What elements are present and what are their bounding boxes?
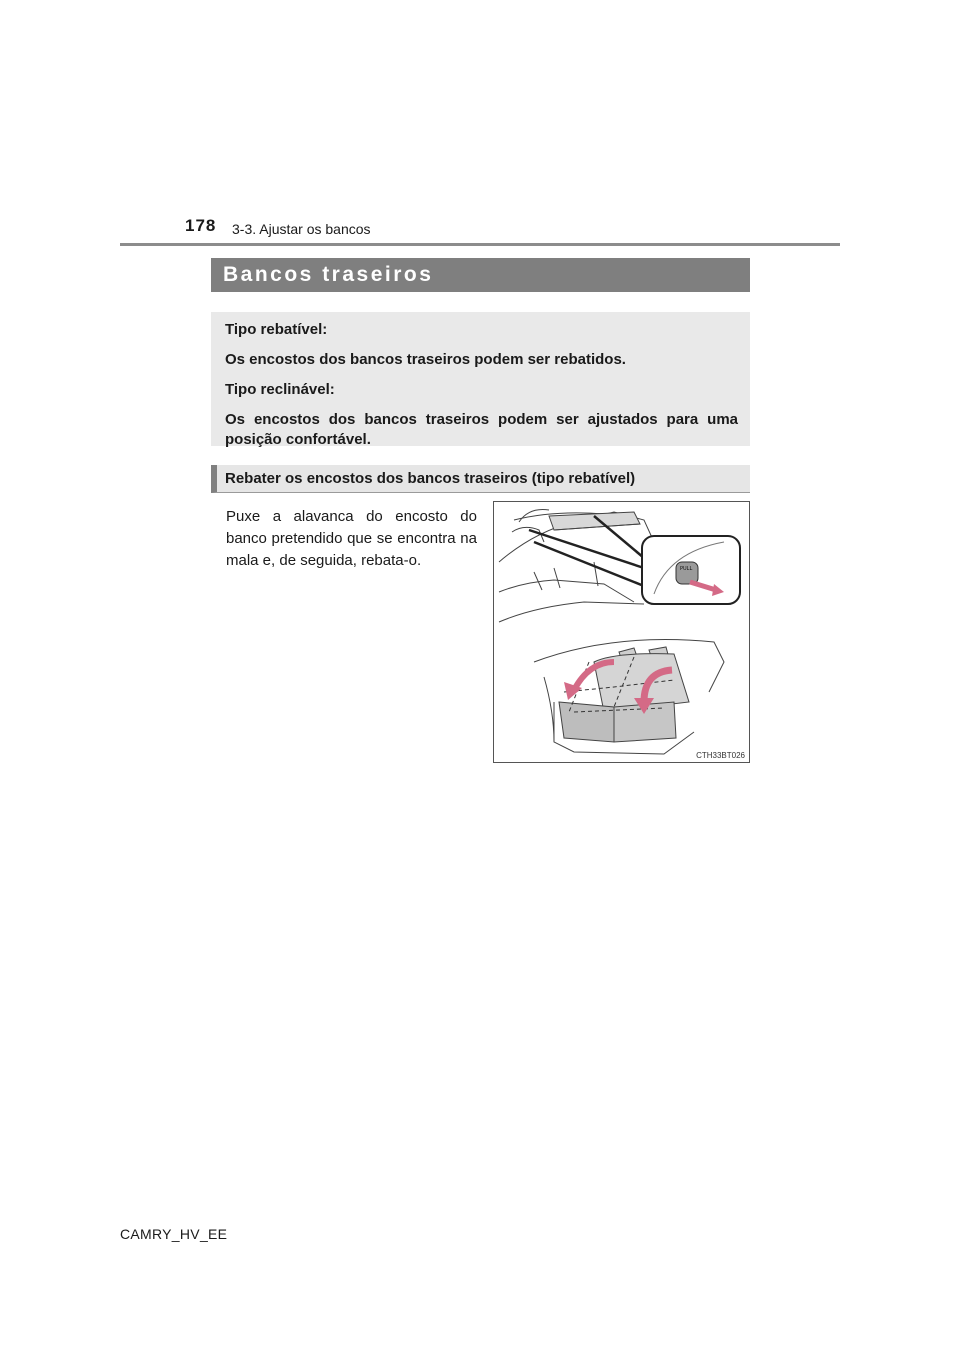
section-title: Bancos traseiros: [211, 258, 750, 292]
section-breadcrumb: 3-3. Ajustar os bancos: [232, 221, 371, 237]
instruction-text: Puxe a alavanca do encosto do banco pretendido que se encontra na mala e, de seguida, rebata-o.: [226, 508, 477, 569]
illustration-fold-rear-seats: [493, 501, 750, 763]
header-divider: [120, 243, 840, 246]
info-line-reclining-type: Tipo reclinável:: [225, 381, 335, 398]
subsection-title: Rebater os encostos dos bancos traseiros (tipo rebatível): [211, 465, 750, 493]
illustration-drawing: [494, 502, 749, 762]
info-line-reclining-desc: Os encostos dos bancos traseiros podem ser ajustados para uma posição confortável.: [225, 411, 738, 448]
lever-label: PULL: [680, 566, 693, 572]
footer-model-code: CAMRY_HV_EE: [120, 1226, 228, 1242]
figure-code: CTH33BT026: [696, 751, 745, 760]
info-line-foldable-desc: Os encostos dos bancos traseiros podem ser rebatidos.: [225, 351, 626, 368]
info-line-foldable-type: Tipo rebatível:: [225, 321, 328, 338]
info-box: [211, 312, 750, 446]
page-number: 178: [185, 216, 217, 235]
